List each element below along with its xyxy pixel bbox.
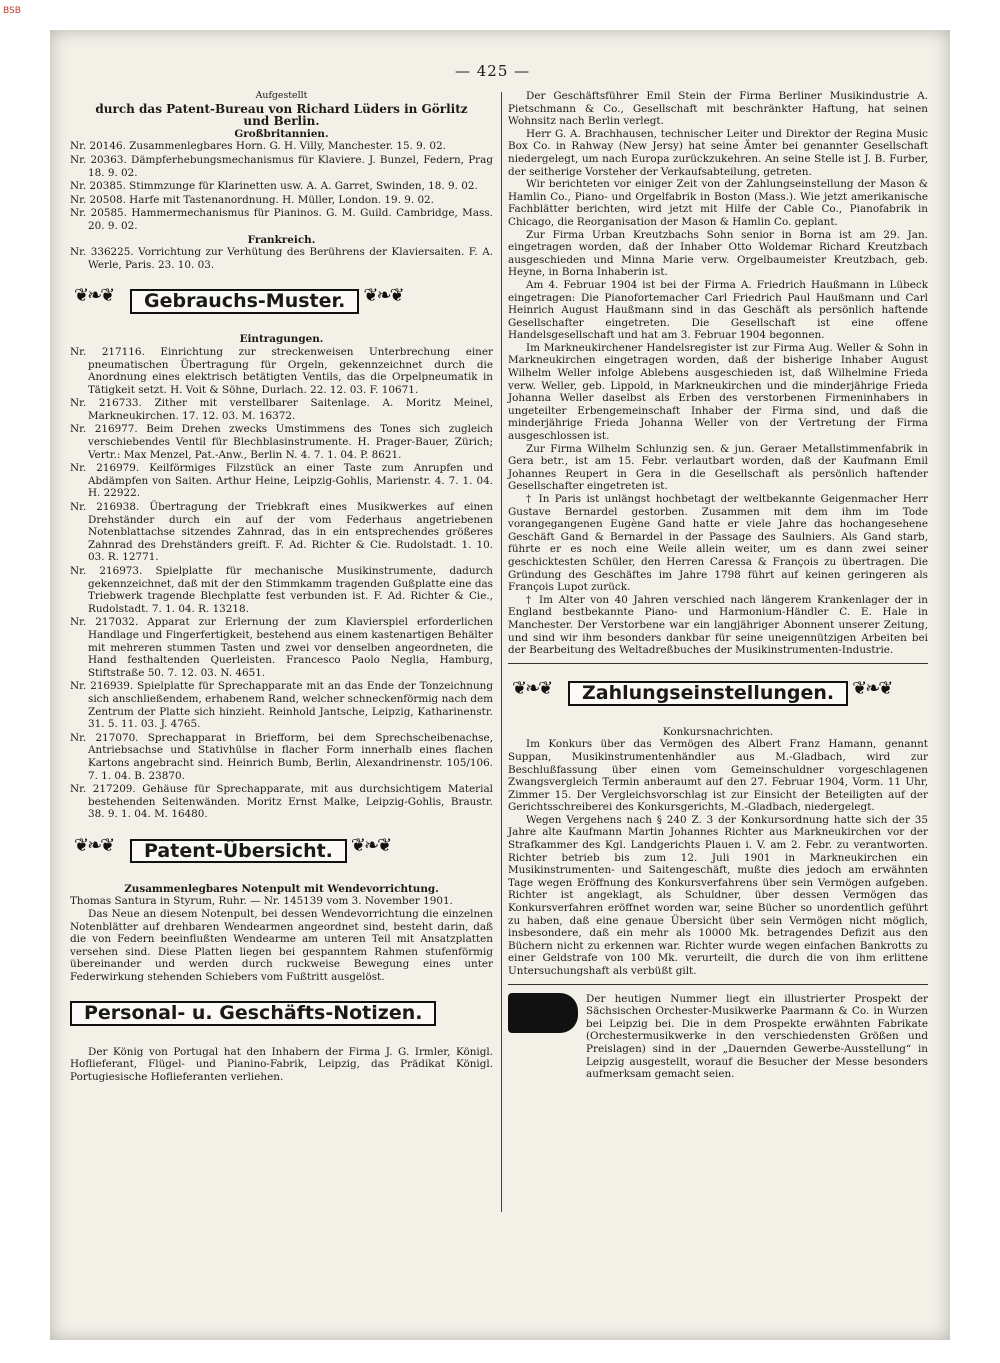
news-paragraph: Am 4. Februar 1904 ist bei der Firma A. Friedrich Haußmann in Lübeck eingetragen: Die Pianofortemacher Carl Friedrich Paul Haußmann und Carl Heinrich August Haußmann sind in das Geschäft als persönlich haftende Gesellschafter eingetreten. Die Gesellschaft ist eine offene Handelsgesellschaft und hat am 3. Februar 1904 begonnen.	[508, 278, 928, 342]
section-title: Personal- u. Geschäfts-Notizen.	[70, 1001, 436, 1026]
patent-intro-1: Aufgestellt	[255, 90, 308, 101]
section-title: Gebrauchs-Muster.	[130, 289, 359, 314]
pointing-hand-icon	[508, 993, 578, 1033]
konkurs-heading: Konkursnachrichten.	[662, 725, 774, 738]
gb-entry: Nr. 20585. Hammermechanismus für Pianinos. G. M. Guild. Cambridge, Mass. 20. 9. 02.	[70, 207, 493, 232]
news-paragraph: Zur Firma Urban Kreutzbachs Sohn senior in Borna ist am 29. Jan. eingetragen worden, daß der Inhaber Otto Woldemar Richard Kreutzbach ausgeschieden und Minna Marie verw. Orgelbaumeister Kreutzbach, geb. Heyne, in Borna Inhaberin ist.	[508, 228, 928, 279]
news-paragraph: Herr G. A. Brachhausen, technischer Leiter und Direktor der Regina Music Box Co. in Rahway (New Jersy) hat seine Ämter bei genannter Gesellschaft niedergelegt, um nach Europa zurückzukehren. An seine Stelle ist J. B. Furber, der seitherige Vorsteher der Verkaufsabteilung, getreten.	[508, 127, 928, 178]
gb-entry: Nr. 20146. Zusammenlegbares Horn. G. H. Villy, Manchester. 15. 9. 02.	[70, 140, 446, 153]
ornament-left-icon	[508, 679, 568, 709]
news-paragraph: Der Geschäftsführer Emil Stein der Firma Berliner Musikindustrie A. Pietschmann & Co., Gesellschaft mit beschränkter Haftung, hat seinen Wohnsitz nach Berlin verlegt.	[508, 90, 928, 128]
gm-entry: Nr. 216938. Übertragung der Triebkraft eines Musikwerkes auf einen Drehständer durch ein auf der vom Federhaus angetriebenen Notenblattachse sitzendes Zahnrad, das in ein entsprechendes größeres Zahnrad des Drehständers greift. F. Ad. Richter & Cie. Rudolstadt. 1. 10. 03. R. 12771.	[70, 501, 493, 564]
gm-entry: Nr. 216939. Spielplatte für Sprechapparate mit an das Ende der Tonzeichnung sich anschließendem, erhabenem Rand, welcher schneckenförmig nach dem Zentrum der Platte sich hinzieht. Reinhold Jantsche, Leipzig, Katharinenstr. 31. 5. 11. 03. J. 4765.	[70, 680, 493, 731]
gm-entry: Nr. 216733. Zither mit verstellbarer Saitenlage. A. Moritz Meinel, Markneukirchen. 17. 12. 03. M. 16372.	[70, 397, 493, 422]
right-column	[508, 90, 928, 1081]
konkurs-paragraph: Wegen Vergehens nach § 240 Z. 3 der Konkursordnung hatte sich der 35 Jahre alte Kaufmann Martin Johannes Richter aus Markneukirchen vor der Strafkammer des Kgl. Landgerichts Plauen i. V. am 2. Febr. zu verantworten. Richter betrieb bis zum 12. Juli 1901 in Markneukirchen ein Musikinstrumenten- und Saitengeschäft, mußte dies jedoch am erwähnten Tage wegen Eröffnung des Konkursverfahrens über sein Vermögen aufgeben. Richter ist angeklagt, als Schuldner, über dessen Vermögen das Konkursverfahren eröffnet worden war, seine Bücher so unordentlich geführt zu haben, daß eine genaue Übersicht über sein Vermögen nicht möglich, insbesondere, daß ein mehr als 10000 Mk. betragendes Defizit aus den Büchern nicht zu erkennen war. Richter wurde wegen einfachen Bankrotts zu einer Geldstrafe von 100 Mk. verurteilt, die durch die von ihm erlittene Untersuchungshaft als verbüßt gilt.	[508, 813, 928, 977]
gb-entry: Nr. 20508. Harfe mit Tastenanordnung. H. Müller, London. 19. 9. 02.	[70, 193, 434, 206]
news-paragraph: Im Markneukirchener Handelsregister ist zur Firma Aug. Weller & Sohn in Markneukirchen eingetragen worden, daß der bisherige Inhaber August Wilhelm Weller infolge Ablebens ausgeschieden ist, daß Wilhelmine Frieda verw. Weller, geb. Lippold, in Markneukirchen und die minderjährige Frieda Johanna Weller daselbst als Erben des verstorbenen Firmeninhabers in ungeteilter Erbengemeinschaft Inhaber der Firma sind, und daß die minderjährige Frieda Johanna Weller von der Vertretung der Firma ausgeschlossen ist.	[508, 341, 928, 443]
page-number: — 425 —	[455, 62, 531, 80]
section-title: Patent-Übersicht.	[130, 839, 347, 864]
fr-entry: Nr. 336225. Vorrichtung zur Verhütung des Berührens der Klaviersaiten. F. A. Werle, Paris. 23. 10. 03.	[70, 246, 493, 271]
patent-text: Das Neue an diesem Notenpult, bei dessen Wendevorrichtung die einzelnen Notenblätter auf drehbaren Wendearmen angeordnet sind, besteht darin, daß die von Federn beeinflußten Wendearme am unteren Teil mit Ansatzplatten versehen sind. Diese Platten liegen bei gespanntem Rahmen stufenförmig übereinander und werden durch ruckweise Bewegung eines unter Federwirkung stehenden Schiebers vom Fußtritt ausgelöst.	[70, 908, 493, 984]
gm-entry: Nr. 216977. Beim Drehen zwecks Umstimmens des Tones sich zugleich verschiebendes Ventil für Blechblasinstrumente. H. Prager-Bauer, Zürich; Vertr.: Max Menzel, Pat.-Anw., Berlin N. 4. 7. 1. 04. P. 8621.	[70, 423, 493, 461]
news-paragraph: † Im Alter von 40 Jahren verschied nach längerem Krankenlager der in England bestbekannte Piano- und Harmonium-Händler C. E. Hale in Manchester. Der Verstorbene war ein langjähriger Abonnent unserer Zeitung, und sind wir ihm besonders dankbar für seine uneigennützigen Arbeiten bei der Bearbeitung des Weltadreßbuches der Musikinstrumenten-Industrie.	[508, 593, 928, 657]
konkurs-paragraph: Im Konkurs über das Vermögen des Albert Franz Hamann, genannt Suppan, Musikinstrumentenhändler aus M.-Gladbach, wird zur Beschlußfassung über einen vom Gemeinschuldner vorgeschlagenen Zwangsvergleich Termin anberaumt auf den 27. Februar 1904, Vorm. 11 Uhr, Zimmer 15. Der Vergleichsvorschlag ist zur Einsicht der Beteiligten auf der Gerichtsschreiberei des Konkursgerichts, M.-Gladbach, niedergelegt.	[508, 738, 928, 814]
gebrauchsmuster-header	[70, 281, 493, 321]
gm-entry: Nr. 216979. Keilförmiges Filzstück an einer Taste zum Anrupfen und Abdämpfen von Saiten. Arthur Heine, Leipzig-Gohlis, Marienstr. 4. 7. 1. 04. H. 22922.	[70, 462, 493, 500]
news-paragraph: Wir berichteten vor einiger Zeit von der Zahlungseinstellung der Mason & Hamlin Co., Piano- und Orgelfabrik in Boston (Mass.). Wie jetzt amerikanische Fachblätter berichten, wird jetzt mit Hilfe der Cable Co., Pianofabrik in Chicago, die Reorganisation der Mason & Hamlin Co. geplant.	[508, 178, 928, 228]
gm-entry: Nr. 216973. Spielplatte für mechanische Musikinstrumente, dadurch gekennzeichnet, daß mit der den Stimmkamm tragenden Gußplatte eine das Triebwerk tragende Blechplatte fest verbunden ist. F. Ad. Richter & Cie., Rudolstadt. 7. 1. 04. R. 13218.	[70, 565, 493, 615]
column-divider	[501, 92, 502, 1212]
fr-heading: Frankreich.	[247, 233, 316, 246]
personal-text: Der König von Portugal hat den Inhabern der Firma J. G. Irmler, Königl. Hoflieferant, Flügel- und Pianino-Fabrik, Leipzig, das Prädikat Königl. Portugiesische Hoflieferanten verliehen.	[70, 1045, 493, 1083]
patent-source: Thomas Santura in Styrum, Ruhr. — Nr. 145139 vom 3. November 1901.	[70, 895, 453, 908]
ornament-right-icon	[347, 836, 407, 866]
ornament-right-icon	[848, 679, 908, 709]
advertisement	[508, 993, 928, 1081]
gb-entry: Nr. 20363. Dämpferhebungsmechanismus für Klaviere. J. Bunzel, Federn, Prag 18. 9. 02.	[70, 153, 493, 179]
zahlungseinstellungen-header	[508, 674, 928, 714]
news-paragraph: Zur Firma Wilhelm Schlunzig sen. & jun. Geraer Metallstimmenfabrik in Gera betr., ist am 15. Febr. verlautbart worden, daß der Kaufmann Emil Johannes Reupert in Gera in die Gesellschaft als persönlich haftender Gesellschafter eingetreten ist.	[508, 442, 928, 493]
section-rule	[508, 984, 928, 985]
left-column	[70, 90, 493, 1083]
library-stamp: BSB	[3, 6, 21, 16]
patent-subheading: Zusammenlegbares Notenpult mit Wendevorrichtung.	[124, 882, 439, 895]
ornament-left-icon	[70, 836, 130, 866]
ornament-right-icon	[359, 286, 419, 316]
patent-uebersicht-header	[70, 831, 493, 871]
gm-entry: Nr. 217070. Sprechapparat in Briefform, bei dem Sprechscheibenachse, Antriebsachse und Stativhülse in flacher Form innerhalb eines flachen Kartons angebracht sind. Heinrich Bumb, Berlin, Alexandrinenstr. 105/106. 7. 1. 04. B. 23870.	[70, 731, 493, 782]
gm-entry: Nr. 217116. Einrichtung zur streckenweisen Unterbrechung einer pneumatischen Übertragung für Orgeln, gekennzeichnet durch die Anordnung eines elektrisch betätigten Ventils, das die Orpelpneumatik in Tätigkeit setzt. H. Voit & Söhne, Durlach. 22. 12. 03. F. 10671.	[70, 345, 493, 396]
ornament-left-icon	[70, 286, 130, 316]
personal-header	[70, 994, 493, 1034]
gb-heading: Großbritannien.	[234, 127, 329, 140]
news-paragraph: † In Paris ist unlängst hochbetagt der weltbekannte Geigenmacher Herr Gustave Bernardel gestorben. Zusammen mit dem ihm im Tode vorangegangenen Eugène Gand hatte er viele Jahre das hochangesehene Geschäft Gand & Bernardel in der Passage des Saulniers. Als Gand starb, führte er es noch eine Weile allein weiter, um es dann zwei seiner geschicktesten Schüler, den Herren Caressa & François zu übertragen. Die Gründung des Geschäftes im Jahre 1798 führt auf keinen geringeren als François Lupot zurück.	[508, 493, 928, 594]
ad-text: Der heutigen Nummer liegt ein illustrierter Prospekt der Sächsischen Orchester-Musikwerke Paarmann & Co. in Wurzen bei Leipzig bei. Die in dem Prospekte erwähnten Fabrikate (Orchestermusikwerke in den verschiedensten Größen und Preislagen) sind in der „Dauernden Gewerbe-Ausstellung“ in Leipzig ausgestellt, worauf die Besucher der Messe besonders aufmerksam gemacht seien.	[586, 992, 928, 1081]
eintragungen-heading: Eintragungen.	[239, 333, 324, 346]
section-title: Zahlungseinstellungen.	[568, 681, 848, 706]
gm-entry: Nr. 217032. Apparat zur Erlernung der zum Klavierspiel erforderlichen Handlage und Fingerfertigkeit, bestehend aus einem kastenartigen Behälter mit mehreren stummen Tasten und zwei vor denselben angeordneten, die Hand festhaltenden Querleisten. Francesco Paolo Neglia, Hamburg, Stiftstraße 50. 7. 12. 03. N. 4651.	[70, 616, 493, 679]
patent-intro-3: und Berlin.	[243, 114, 320, 129]
gb-entry: Nr. 20385. Stimmzunge für Klarinetten usw. A. A. Garret, Swinden, 18. 9. 02.	[70, 180, 478, 193]
patent-intro-2: durch das Patent-Bureau von Richard Lüders in Görlitz	[95, 101, 468, 116]
gm-entry: Nr. 217209. Gehäuse für Sprechapparate, mit aus durchsichtigem Material bestehenden Seitenwänden. Moritz Ernst Malke, Leipzig-Gohlis, Braustr. 38. 9. 1. 04. M. 16480.	[70, 783, 493, 821]
section-rule	[508, 663, 928, 664]
